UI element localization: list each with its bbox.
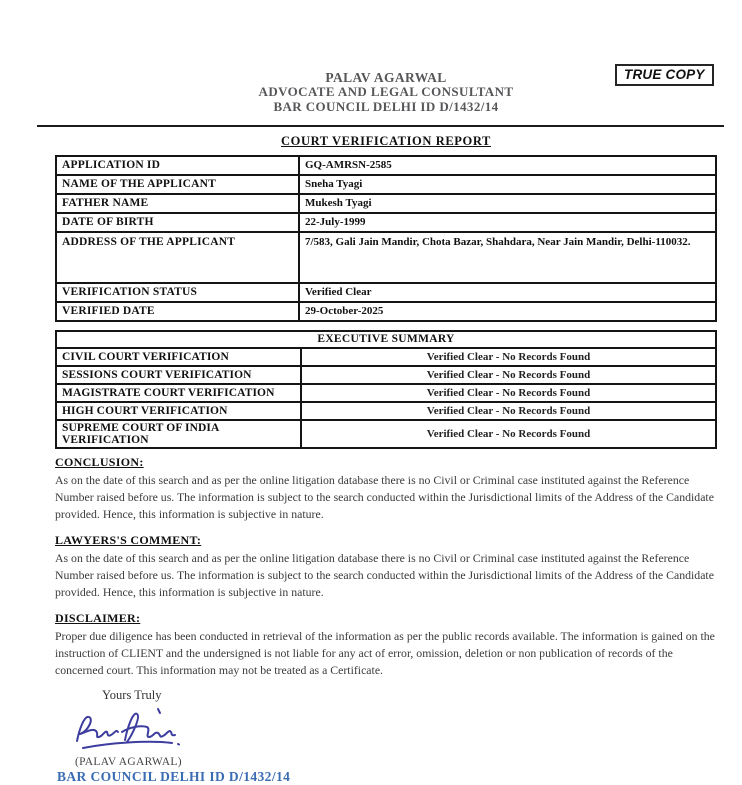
applicant-details-table bbox=[55, 155, 717, 322]
disclaimer-heading: DISCLAIMER: bbox=[55, 610, 141, 625]
table-row bbox=[56, 194, 716, 213]
header-divider bbox=[37, 125, 724, 127]
row-value: GQ-AMRSN-2585 bbox=[299, 156, 716, 175]
table-row bbox=[56, 156, 716, 175]
true-copy-stamp: TRUE COPY bbox=[615, 64, 714, 86]
advocate-name: PALAV AGARWAL bbox=[325, 70, 447, 85]
page-title: COURT VERIFICATION REPORT bbox=[281, 133, 491, 148]
row-label: CIVIL COURT VERIFICATION bbox=[56, 348, 301, 366]
row-label: DATE OF BIRTH bbox=[56, 213, 299, 232]
row-label: APPLICATION ID bbox=[56, 156, 299, 175]
table-row bbox=[56, 384, 716, 402]
row-label: SUPREME COURT OF INDIA VERIFICATION bbox=[56, 420, 301, 448]
salutation: Yours Truly bbox=[102, 688, 162, 703]
table-row bbox=[56, 175, 716, 194]
row-value: Verified Clear bbox=[299, 283, 716, 302]
conclusion-section bbox=[55, 455, 717, 523]
row-value: Verified Clear - No Records Found bbox=[301, 366, 716, 384]
lawyers-comment-body: As on the date of this search and as per the online litigation database there is no Civil or Criminal case instituted against the Reference Number raised before us. The information is subject to the search conducted within the Jurisdictional limits of the Address of the Candidate provided. Hence, this information is subjective in nature. bbox=[55, 550, 714, 599]
table-row bbox=[56, 213, 716, 232]
summary-header-row bbox=[56, 331, 716, 348]
disclaimer-section bbox=[55, 611, 717, 679]
row-value: Sneha Tyagi bbox=[299, 175, 716, 194]
row-value: Verified Clear - No Records Found bbox=[301, 420, 716, 448]
bar-council-id-footer: BAR COUNCIL DELHI ID D/1432/14 bbox=[57, 769, 291, 785]
executive-summary-table bbox=[55, 330, 717, 449]
row-value: 22-July-1999 bbox=[299, 213, 716, 232]
table-row bbox=[56, 283, 716, 302]
row-label: VERIFIED DATE bbox=[56, 302, 299, 321]
row-label: MAGISTRATE COURT VERIFICATION bbox=[56, 384, 301, 402]
advocate-designation: ADVOCATE AND LEGAL CONSULTANT bbox=[258, 84, 514, 100]
table-row bbox=[56, 420, 716, 448]
row-label: HIGH COURT VERIFICATION bbox=[56, 402, 301, 420]
disclaimer-body: Proper due diligence has been conducted in retrieval of the information as per the public records available. The information is gained on the instruction of CLIENT and the undersigned is not liable for any act of error, omission, deletion or non publication of records of the concerned court. This information may not be treated as a Certificate. bbox=[55, 628, 715, 677]
row-label: SESSIONS COURT VERIFICATION bbox=[56, 366, 301, 384]
lawyers-comment-heading: LAWYERS'S COMMENT: bbox=[55, 532, 202, 547]
signature-image bbox=[70, 705, 190, 755]
row-value: Mukesh Tyagi bbox=[299, 194, 716, 213]
row-value: 7/583, Gali Jain Mandir, Chota Bazar, Shahdara, Near Jain Mandir, Delhi-110032. bbox=[299, 232, 716, 283]
conclusion-heading: CONCLUSION: bbox=[55, 454, 144, 469]
row-label: NAME OF THE APPLICANT bbox=[56, 175, 299, 194]
row-value: Verified Clear - No Records Found bbox=[301, 348, 716, 366]
table-row bbox=[56, 402, 716, 420]
table-row bbox=[56, 348, 716, 366]
row-value: 29-October-2025 bbox=[299, 302, 716, 321]
row-label: VERIFICATION STATUS bbox=[56, 283, 299, 302]
row-label: FATHER NAME bbox=[56, 194, 299, 213]
row-value: Verified Clear - No Records Found bbox=[301, 402, 716, 420]
row-value: Verified Clear - No Records Found bbox=[301, 384, 716, 402]
row-label: ADDRESS OF THE APPLICANT bbox=[56, 232, 299, 283]
conclusion-body: As on the date of this search and as per the online litigation database there is no Civil or Criminal case instituted against the Reference Number raised before us. The information is subject to the search conducted within the Jurisdictional limits of the Address of the Candidate provided. Hence, this information is subjective in nature. bbox=[55, 472, 714, 521]
handwritten-signature-icon bbox=[70, 705, 190, 755]
table-row-address bbox=[56, 232, 716, 283]
summary-header: EXECUTIVE SUMMARY bbox=[56, 331, 716, 348]
table-row bbox=[56, 366, 716, 384]
bar-council-id-header: BAR COUNCIL DELHI ID D/1432/14 bbox=[273, 98, 499, 114]
lawyers-comment-section bbox=[55, 533, 717, 601]
table-row bbox=[56, 302, 716, 321]
signer-name: (PALAV AGARWAL) bbox=[75, 756, 182, 769]
